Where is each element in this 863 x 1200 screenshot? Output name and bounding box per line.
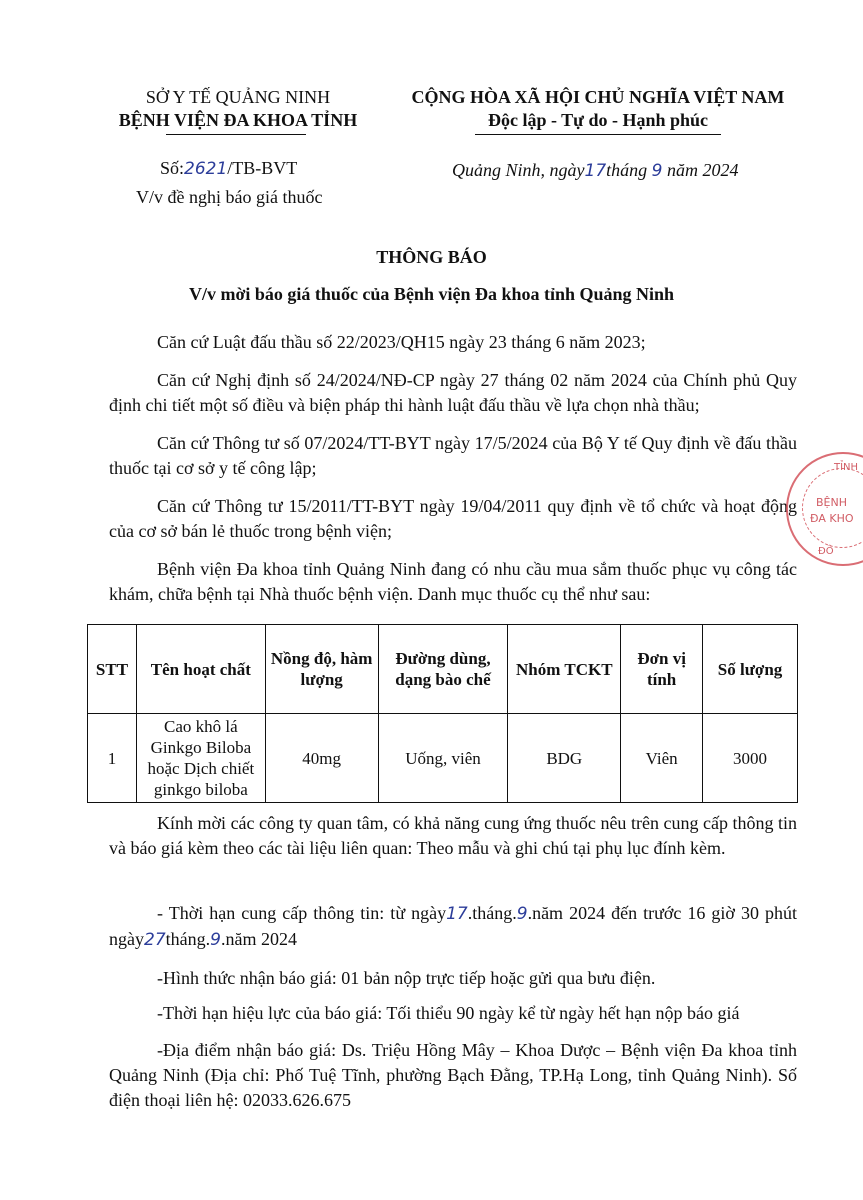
deadline-start-month: 9	[516, 904, 528, 924]
col-quantity: Số lượng	[703, 625, 798, 714]
hospital-name: BỆNH VIỆN ĐA KHOA TỈNH	[118, 110, 358, 130]
motto: Độc lập - Tự do - Hạnh phúc	[487, 110, 709, 130]
col-concentration: Nồng độ, hàm lượng	[265, 625, 378, 714]
header-left-underline	[166, 134, 306, 135]
col-unit: Đơn vị tính	[621, 625, 703, 714]
document-number	[160, 158, 297, 179]
header-left	[108, 86, 368, 132]
table-row	[88, 714, 798, 803]
deadline-text-6: .năm 2024	[220, 929, 297, 949]
stamp-text-mid2: ĐA KHO	[810, 512, 854, 525]
date-year: năm 2024	[666, 160, 739, 180]
notice-subtitle: V/v mời báo giá thuốc của Bệnh viện Đa khoa tỉnh Quảng Ninh	[188, 284, 675, 304]
date-place: Quảng Ninh, ngày	[452, 160, 585, 180]
cell-concentration: 40mg	[265, 714, 378, 803]
date-month: 9	[651, 161, 663, 181]
deadline-text-3: .năm 2024 đến trước 16 giờ 30	[527, 903, 759, 923]
subject-line: V/v đề nghị báo giá thuốc	[136, 187, 323, 207]
deadline-end-day: 27	[144, 930, 166, 950]
col-active-ingredient: Tên hoạt chất	[136, 625, 265, 714]
number-suffix: /TB-BVT	[227, 158, 298, 178]
stamp-text-top: TỈNH	[834, 462, 859, 473]
cell-group: BDG	[508, 714, 621, 803]
deadline-start-day: 17	[446, 904, 468, 924]
deadline-text-2: .tháng.	[467, 903, 517, 923]
col-group: Nhóm TCKT	[508, 625, 621, 714]
number-prefix: Số:	[160, 158, 185, 178]
basis-decree: Căn cứ Nghị định số 24/2024/NĐ-CP ngày 27 tháng 02 năm 2024 của Chính phủ Quy định chi tiết một số điều và biện pháp thi hành luật đấu thầu về lựa chọn nhà thầu;	[109, 370, 797, 415]
deadline	[109, 901, 797, 953]
quote-validity: -Thời hạn hiệu lực của báo giá: Tối thiểu 90 ngày kể từ ngày hết hạn nộp báo giá	[157, 1003, 740, 1023]
basis-law: Căn cứ Luật đấu thầu số 22/2023/QH15 ngày 23 tháng 6 năm 2023;	[157, 332, 646, 352]
document-date	[452, 160, 738, 181]
basis-circular-07: Căn cứ Thông tư số 07/2024/TT-BYT ngày 17/5/2024 của Bộ Y tế Quy định về đấu thầu thuốc tại cơ sở y tế công lập;	[109, 433, 797, 478]
deadline-text-5: tháng.	[165, 929, 211, 949]
deadline-text-1: - Thời hạn cung cấp thông tin: từ ngày	[157, 903, 447, 923]
header-right-underline	[475, 134, 721, 135]
cell-active-ingredient: Cao khô lá Ginkgo Biloba hoặc Dịch chiết ginkgo biloba	[136, 714, 265, 803]
notice-title: THÔNG BÁO	[376, 247, 487, 267]
invitation: Kính mời các công ty quan tâm, có khả năng cung ứng thuốc nêu trên cung cấp thông tin và báo giá kèm theo các tài liệu liên quan: Theo mẫu và ghi chú tại phụ lục đính kèm.	[109, 813, 797, 858]
deadline-end-month: 9	[210, 930, 221, 950]
number-handwritten: 2621	[184, 159, 228, 179]
hospital-need: Bệnh viện Đa khoa tỉnh Quảng Ninh đang có nhu cầu mua sắm thuốc phục vụ công tác khám, chữa bệnh tại Nhà thuốc bệnh viện. Danh mục thuốc cụ thể như sau:	[109, 559, 797, 604]
cell-unit: Viên	[621, 714, 703, 803]
stamp-text-mid1: BỆNH	[816, 496, 847, 509]
date-month-label: tháng	[606, 160, 648, 180]
col-route-form: Đường dùng, dạng bào chế	[378, 625, 508, 714]
department-name: SỞ Y TẾ QUẢNG NINH	[145, 87, 331, 107]
receive-form: -Hình thức nhận báo giá: 01 bản nộp trực tiếp hoặc gửi qua bưu điện.	[157, 968, 656, 988]
date-day: 17	[584, 161, 607, 181]
medicine-table	[87, 624, 798, 803]
cell-quantity: 3000	[703, 714, 798, 803]
header-right	[392, 86, 804, 132]
stamp-text-bottom: ĐÔ	[818, 546, 834, 557]
receive-location: -Địa điểm nhận báo giá: Ds. Triệu Hồng Mây – Khoa Dược – Bệnh viện Đa khoa tỉnh Quảng Ninh (Địa chỉ: Phố Tuệ Tĩnh, phường Bạch Đằng, TP.Hạ Long, tỉnh Quảng Ninh). Số điện thoại liên hệ: 02033.626.675	[109, 1040, 797, 1110]
col-stt: STT	[88, 625, 137, 714]
table-header-row	[88, 625, 798, 714]
country-name: CỘNG HÒA XÃ HỘI CHỦ NGHĨA VIỆT NAM	[411, 87, 785, 107]
basis-circular-15: Căn cứ Thông tư 15/2011/TT-BYT ngày 19/04/2011 quy định về tổ chức và hoạt động của cơ sở bán lẻ thuốc trong bệnh viện;	[109, 496, 797, 541]
deadline-text-4: phút ngày	[109, 903, 798, 949]
hospital-stamp	[786, 452, 863, 566]
cell-route-form: Uống, viên	[378, 714, 508, 803]
cell-stt: 1	[88, 714, 137, 803]
